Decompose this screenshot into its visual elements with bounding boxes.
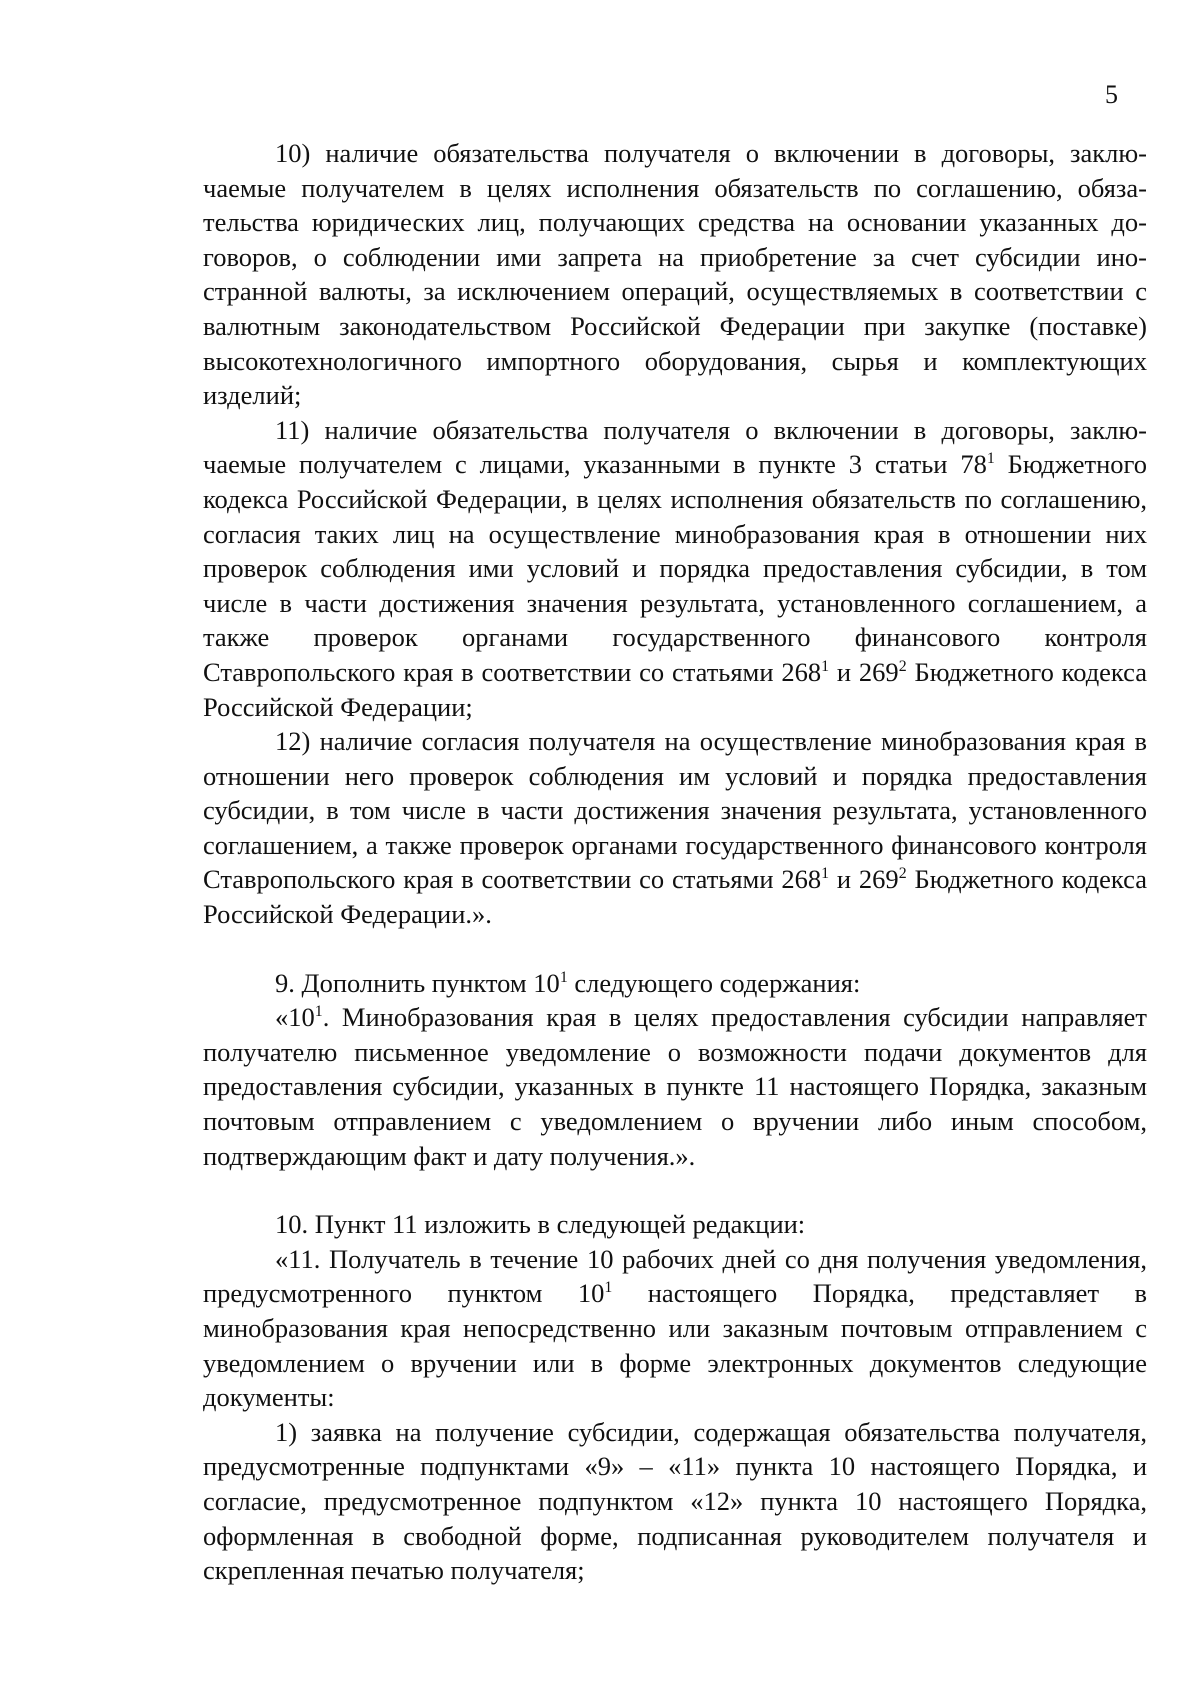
superscript: 1	[986, 450, 995, 468]
text-segment: «11. Получатель в течение 10 рабочих дней со дня получения уведомления, предусмотренного пунктом 10	[203, 1243, 1147, 1309]
paragraph	[203, 1000, 1147, 1173]
superscript: 1	[559, 968, 568, 986]
superscript: 1	[821, 865, 830, 883]
text-segment: следующего содержания:	[567, 967, 861, 998]
text-segment: 1) заявка на получение субсидии, содержащая обязательства получателя, предусмотренные подпунктами «9» – «11» пункта 10 настоящего Порядка, и согласие, предусмотренное подпунктом «12» пункта 10 настоящего Порядка, оформленная в свободной форме, подписанная руководителем получателя и скрепленная печатью получателя;	[203, 1416, 1147, 1586]
superscript: 1	[314, 1003, 323, 1021]
superscript: 1	[604, 1279, 613, 1297]
superscript: 2	[898, 658, 907, 676]
text-segment: и 269	[829, 656, 899, 687]
superscript: 2	[898, 865, 907, 883]
superscript: 1	[821, 658, 830, 676]
text-segment: 10. Пункт 11 изложить в следующей редакции:	[275, 1209, 806, 1240]
text-segment: 12) наличие согласия получателя на осуществление минобразования края в отношении него проверок соблюдения им условий и порядка предоставления субсидии, в том числе в части достижения значения результата, установленного соглашением, а также проверок органами государственного финансового контроля Ставропольского края в соответствии со статьями 268	[203, 726, 1147, 895]
text-segment: 10) наличие обязательства получателя о включении в договоры, заключаемые получателем в целях исполнения обязательств по соглашению, обязательства юридических лиц, получающих средства на основании указанных договоров, о соблюдении ими запрета на приобретение за счет субсидии иностранной валюты, за исключением операций, осуществляемых в соответствии с валютным законодательством Российской Федерации при закупке (поставке) высокотехнологичного импортного оборудования, сырья и комплектующих изделий;	[203, 138, 1147, 411]
text-segment: Бюджетного кодекса Российской Федерации;	[203, 656, 1147, 722]
paragraph	[203, 1415, 1147, 1588]
paragraph	[203, 966, 1147, 1001]
text-segment: и 269	[829, 864, 899, 895]
paragraph	[203, 136, 1147, 413]
paragraph	[203, 1207, 1147, 1242]
text-segment: «10	[275, 1002, 315, 1033]
paragraph	[203, 724, 1147, 932]
text-segment: . Минобразования края в целях предоставления субсидии направляет получателю письменное уведомление о возможности подачи документов для предоставления субсидии, указанных в пункте 11 настоящего Порядка, заказным почтовым отправлением с уведомлением о вручении либо иным способом, подтверждающим факт и дату получения.».	[203, 1002, 1147, 1171]
page-number: 5	[1105, 80, 1118, 109]
document-body	[203, 136, 1147, 1588]
text-segment: Бюджетного кодекса Российской Федерации, в целях исполнения обязательств по соглашению, согласия таких лиц на осуществление минобразования края в отношении них проверок соблюдения ими условий и порядка предоставления субсидии, в том числе в части достижения значения результата, установленного соглашением, а также проверок органами государственного финансового контроля Ставропольского края в соответствии со статьями 268	[203, 449, 1147, 687]
text-segment: настоящего Порядка, представляет в минобразования края непосредственно или заказным почтовым отправлением с уведомлением о вручении или в форме электронных документов следующие документы:	[203, 1278, 1148, 1413]
paragraph	[203, 413, 1147, 724]
text-segment: 11) наличие обязательства получателя о включении в договоры, заключаемые получателем с лицами, указанными в пункте 3 статьи 78	[203, 414, 1147, 480]
text-segment: Бюджетного кодекса Российской Федерации.».	[203, 864, 1147, 930]
paragraph	[203, 1242, 1147, 1415]
text-segment: 9. Дополнить пунктом 10	[275, 967, 560, 998]
